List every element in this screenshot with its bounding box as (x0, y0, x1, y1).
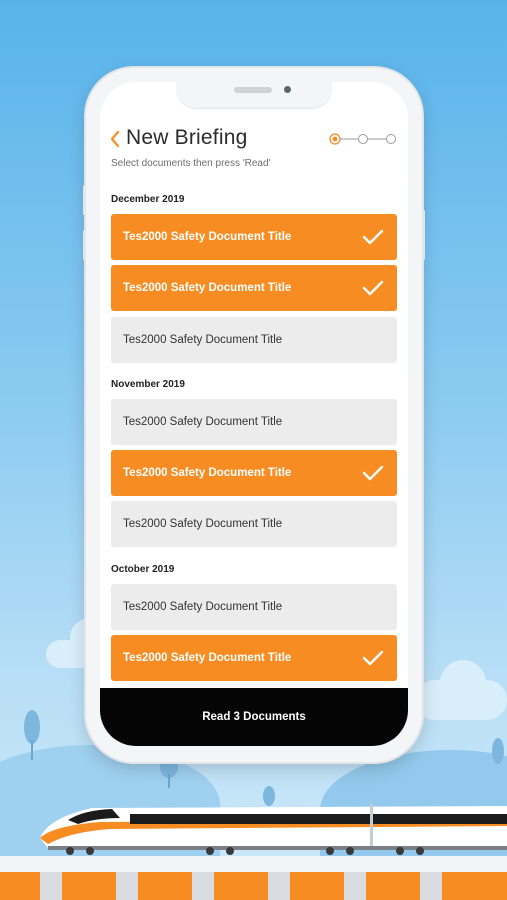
phone-notch (176, 80, 332, 108)
checkmark-icon (361, 646, 385, 670)
step-dot-active (330, 134, 340, 144)
section-header: November 2019 (111, 379, 185, 390)
document-title: Tes2000 Safety Document Title (123, 282, 292, 294)
cloud (440, 660, 486, 706)
rail-track (0, 856, 507, 872)
checkmark-icon (361, 225, 385, 249)
document-title: Tes2000 Safety Document Title (123, 416, 283, 428)
bridge-pillar (40, 872, 62, 900)
bridge-pillar (420, 872, 442, 900)
chevron-left-icon (109, 130, 121, 148)
bridge-pillar (268, 872, 290, 900)
document-item[interactable] (111, 584, 397, 630)
checkmark-icon (361, 276, 385, 300)
phone-side-button (83, 230, 86, 260)
document-title: Tes2000 Safety Document Title (123, 334, 283, 346)
phone-speaker (234, 87, 272, 93)
document-item[interactable] (111, 265, 397, 311)
bridge-pillar (344, 872, 366, 900)
step-dot (387, 135, 396, 144)
back-button[interactable] (108, 128, 122, 150)
document-item[interactable] (111, 214, 397, 260)
phone-camera (284, 86, 291, 93)
document-title: Tes2000 Safety Document Title (123, 518, 283, 530)
document-item[interactable] (111, 501, 397, 547)
step-indicator (328, 132, 398, 146)
phone-side-button (83, 185, 86, 215)
document-title: Tes2000 Safety Document Title (123, 231, 292, 243)
document-item[interactable] (111, 450, 397, 496)
document-title: Tes2000 Safety Document Title (123, 652, 292, 664)
document-item[interactable] (111, 399, 397, 445)
checkmark-icon (361, 461, 385, 485)
bridge-pillar (192, 872, 214, 900)
step-dot (359, 135, 368, 144)
train-illustration (0, 796, 507, 858)
read-documents-button[interactable] (100, 688, 408, 746)
section-header: October 2019 (111, 564, 175, 575)
page-subtitle: Select documents then press 'Read' (111, 158, 271, 169)
bridge-pillar (116, 872, 138, 900)
document-title: Tes2000 Safety Document Title (123, 601, 283, 613)
document-item[interactable] (111, 317, 397, 363)
read-documents-label: Read 3 Documents (202, 711, 306, 723)
page-title: New Briefing (126, 126, 248, 149)
phone-side-button (422, 210, 425, 260)
document-title: Tes2000 Safety Document Title (123, 467, 292, 479)
section-header: December 2019 (111, 194, 185, 205)
document-item[interactable] (111, 635, 397, 681)
